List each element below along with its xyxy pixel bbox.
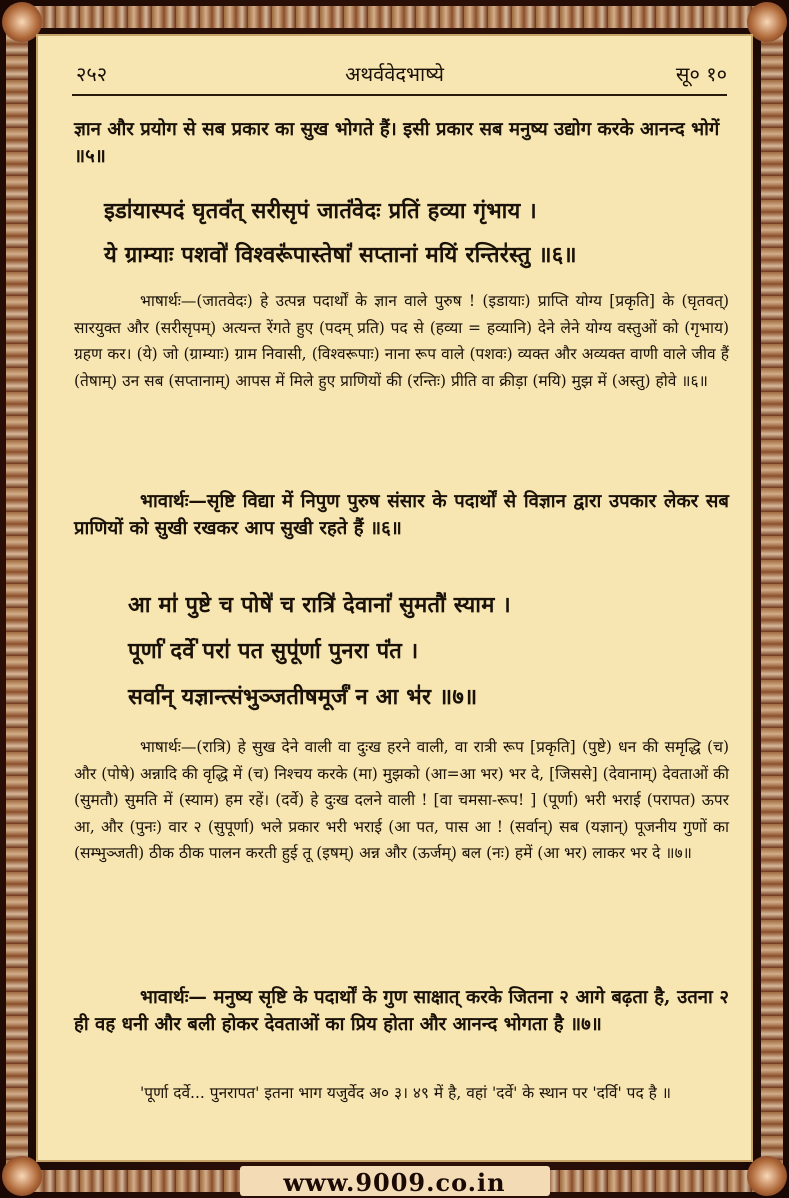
page-number: २५२ — [76, 62, 108, 86]
sukta-number: सू० १० — [675, 62, 727, 86]
verse-7-line-3: सर्वा॑न् यज्ञान्त्संभुञ्जतीषमूर्जं॑ न आ भ॑र ॥७॥ — [128, 684, 478, 710]
header-rule — [72, 94, 727, 96]
chain-border-top — [8, 6, 781, 28]
bhavarth-7: भावार्थः— मनुष्य सृष्टि के पदार्थों के गुण साक्षात् करके जितना २ आगे बढ़ता है, उतना २ ही वह धनी और बली होकर देवताओं का प्रिय होता और आनन्द भोगता है ॥७॥ — [74, 987, 729, 1035]
bhasharth-7: भाषार्थः—(रात्रि) हे सुख देने वाली वा दुःख हरने वाली, वा रात्री रूप [प्रकृति] (पुष्टे) धन की समृद्धि (च) और (पोषे) अन्नादि की वृद्धि में (च) निश्चय करके (मा) मुझको (आ=आ भर) भर दे, [जिससे] (देवानाम्) देवताओं की (सुमतौ) सुमति में (स्याम) हम रहें। (दर्वे) हे दुःख दलने वाली ! [वा चमसा-रूप! ] (पूर्णा) भरी भराई (परापत) ऊपर आ, और (पुनः) वार २ (सुपूर्णा) भले प्रकार भरी भराई (आ पत, पास आ ! (सर्वान्) सब (यज्ञान्) पूजनीय गुणों का (सम्भुञ्जती) ठीक ठीक पालन करती हुई तू (इषम्) अन्न और (ऊर्जम्) बल (नः) हमें (आ भर) लाकर भर दे ॥७॥ — [74, 738, 729, 862]
verse-6-line-2: ये ग्राम्याः पशवो॑ विश्वरूं॑पास्तेषां॑ सप्तानां मयिं रन्तिर॑स्तु ॥६॥ — [104, 242, 577, 268]
bhavarth-6: भावार्थः—सृष्टि विद्या में निपुण पुरुष संसार के पदार्थों से विज्ञान द्वारा उपकार लेकर सब प्राणियों को सुखी रखकर आप सुखी रहते हैं ॥६॥ — [74, 491, 729, 539]
page-header — [36, 56, 753, 90]
footnote: 'पूर्णा दर्वे... पुनरापत' इतना भाग यजुर्वेद अ० ३। ४९ में है, वहां 'दर्वे' के स्थान पर 'दर्वि' पद है ॥ — [140, 1084, 672, 1102]
watermark-url[interactable]: www.9009.co.in — [283, 1168, 506, 1197]
chain-border-left — [6, 8, 28, 1190]
verse-7-line-1: आ मा॑ पुष्टे च पोषे॑ च रात्रि॑ देवानां॑ सुमतौ॑ स्याम । — [128, 592, 511, 618]
verse-7-line-2: पूर्णा॑ दर्वे॑ परा॑ पत सुपू॑र्णा पुनरा पं॑त । — [128, 638, 419, 664]
intro-paragraph: ज्ञान और प्रयोग से सब प्रकार का सुख भोगते हैं। इसी प्रकार सब मनुष्य उद्योग करके आनन्द भोगें ॥५॥ — [74, 119, 720, 167]
page-title: अथर्ववेदभाष्ये — [345, 62, 444, 86]
corner-ornament-icon — [747, 2, 787, 42]
chain-border-right — [761, 8, 783, 1190]
bhasharth-6: भाषार्थः—(जातवेदः) हे उत्पन्न पदार्थों के ज्ञान वाले पुरुष ! (इडायाः) प्राप्ति योग्य [प्रकृति] के (घृतवत्) सारयुक्त और (सरीसृपम्) अत्यन्त रेंगते हुए (पदम् प्रति) पद से (हव्या = हव्यानि) देने लेने योग्य वस्तुओं को (गृभाय) ग्रहण कर। (ये) जो (ग्राम्याः) ग्राम निवासी, (विश्वरूपाः) नाना रूप वाले (पशवः) व्यक्त और अव्यक्त वाणी वाले जीव हैं (तेषाम्) उन सब (सप्तानाम्) आपस में मिले हुए प्राणियों की (रन्तिः) प्रीति वा क्रीड़ा (मयि) मुझ में (अस्तु) होवे ॥६॥ — [74, 292, 729, 390]
verse-6-line-1: इडा॑यास्पदं घृतवं॑त् सरीसृपं जातं॑वेदः प्रतिं हव्या गृंभाय । — [104, 198, 537, 224]
book-page — [36, 34, 753, 1162]
